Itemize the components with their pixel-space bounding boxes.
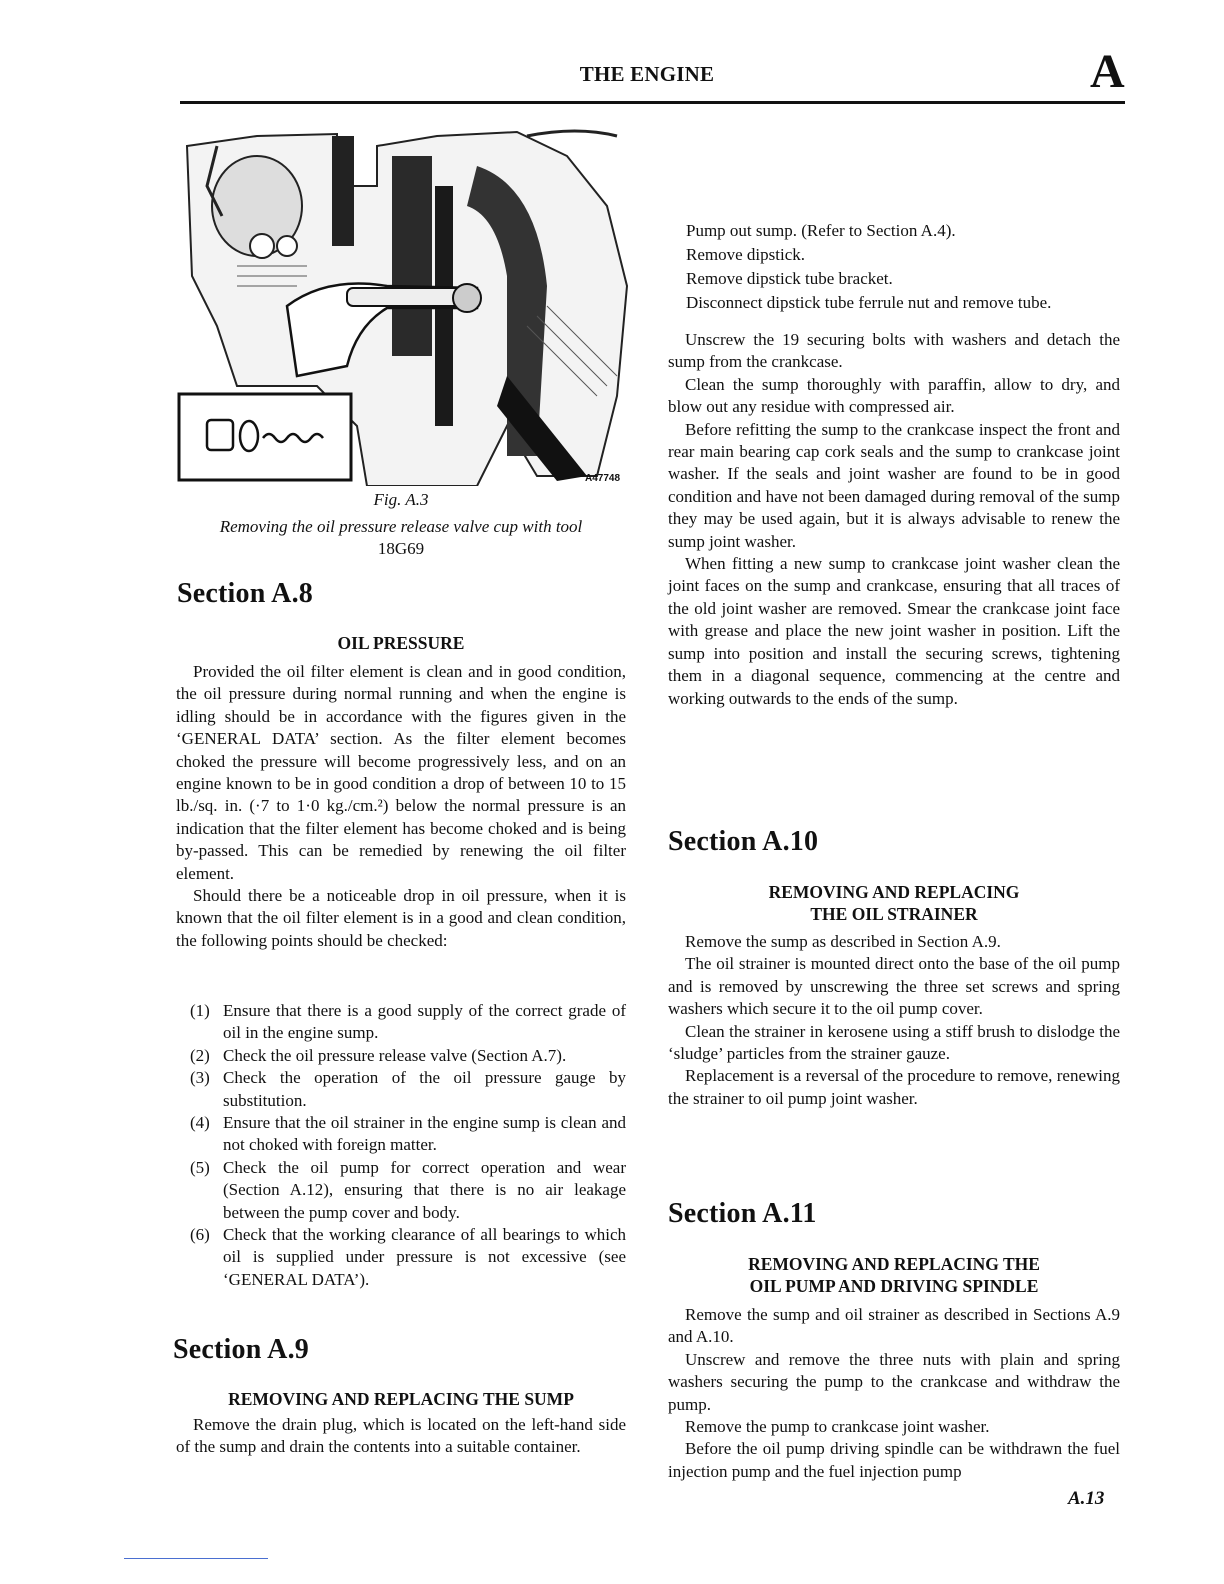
list-item-text: Check the oil pressure release valve (Section A.7). [223,1045,567,1065]
list-item-text: Check the operation of the oil pressure gauge by substitution. [223,1068,626,1110]
list-item-number: (4) [190,1113,210,1133]
list-item-text: Ensure that there is a good supply of the correct grade of oil in the engine sump. [223,1001,626,1043]
subheading-line: REMOVING AND REPLACING [768,882,1020,902]
list-item-number: (3) [190,1068,210,1088]
section-a11-paragraph: Unscrew and remove the three nuts with plain and spring washers securing the pump to the crankcase and withdraw the pump. [668,1349,1120,1414]
oil-pressure-checklist [190,1000,626,1291]
list-item [190,1067,626,1112]
page-number: A.13 [1068,1488,1105,1509]
section-a8-paragraph: Should there be a noticeable drop in oil pressure, when it is known that the oil filter element is in a good and clean condition, the following points should be checked: [176,886,626,950]
section-a10-subheading [668,881,1120,926]
section-a10-paragraph: Clean the strainer in kerosene using a stiff brush to dislodge the ‘sludge’ particles from the strainer gauze. [668,1021,1120,1064]
list-item-number: (2) [190,1045,210,1065]
figure-caption-text: Removing the oil pressure release valve cup with tool [219,517,583,536]
section-a10-heading: Section A.10 [668,826,819,857]
list-item-text: Check the oil pump for correct operation and wear (Section A.12), ensuring that there is no air leakage between the pump cover and body. [223,1157,626,1222]
list-item [190,1000,626,1045]
figure-tool-number: 18G69 [377,539,425,558]
step-line: Remove dipstick tube bracket. [686,269,893,288]
section-a8-heading: Section A.8 [177,578,313,609]
step-line: Remove dipstick. [686,245,805,264]
chapter-letter: A [1090,45,1125,98]
list-item-number: (5) [190,1157,210,1177]
list-item [190,1224,626,1291]
list-item [190,1045,626,1067]
list-item-text: Check that the working clearance of all bearings to which oil is supplied under pressure is not excessive (see ‘GENERAL DATA’). [223,1225,626,1289]
list-item [190,1112,626,1157]
header-rule [180,101,1125,104]
sump-paragraph: Before refitting the sump to the crankcase inspect the front and rear main bearing cap cork seals and the sump to crankcase joint washer. If the seals and joint washer are found to be in good condition and have not been damaged during removal of the sump they may be used again, but it is always advisable to renew the sump joint washer. [668,419,1120,551]
section-a11-subheading [668,1253,1120,1298]
subheading-line: THE OIL STRAINER [810,904,978,925]
section-a10-body [668,931,1120,1110]
sump-refit-body [668,329,1120,710]
section-a8-subheading: OIL PRESSURE [337,633,465,653]
subheading-line: REMOVING AND REPLACING THE [748,1254,1040,1274]
section-a9-heading: Section A.9 [173,1334,309,1365]
section-a9-paragraph: Remove the drain plug, which is located on the left-hand side of the sump and drain the contents into a suitable container. [176,1415,626,1457]
figure-caption-label: Fig. A.3 [373,490,429,509]
section-a10-paragraph: Replacement is a reversal of the procedure to remove, renewing the strainer to oil pump joint washer. [668,1066,1120,1108]
figure-code: A47748 [585,473,621,484]
section-a10-paragraph: Remove the sump as described in Section A.9. [685,932,1001,951]
list-item [190,1157,626,1224]
section-a9-subheading: REMOVING AND REPLACING THE SUMP [228,1389,574,1409]
section-a11-paragraph: Remove the pump to crankcase joint washer. [685,1417,990,1437]
sump-paragraph: When fitting a new sump to crankcase joint washer clean the joint faces on the sump and crankcase, ensuring that all traces of the old joint washer are removed. Smear the crankcase joint face with grease and place the new joint washer in position. Lift the sump into position and install the securing screws, tightening them in a diagonal sequence, commencing at the centre and working outwards to the ends of the sump. [668,554,1120,708]
sump-paragraph: Clean the sump thoroughly with paraffin, allow to dry, and blow out any residue with compressed air. [668,374,1120,417]
footer-rule [124,1558,268,1559]
step-line: Pump out sump. (Refer to Section A.4). [686,221,956,240]
step-line: Disconnect dipstick tube ferrule nut and remove tube. [686,293,1052,312]
section-a11-paragraph: Remove the sump and oil strainer as described in Sections A.9 and A.10. [668,1305,1120,1347]
figure-illustration [177,126,629,486]
sump-paragraph: Unscrew the 19 securing bolts with washers and detach the sump from the crankcase. [668,330,1120,372]
subheading-line: OIL PUMP AND DRIVING SPINDLE [749,1276,1039,1297]
section-a11-paragraph: Before the oil pump driving spindle can be withdrawn the fuel injection pump and the fuel injection pump [668,1439,1120,1481]
section-a8-paragraph: Provided the oil filter element is clean and in good condition, the oil pressure during normal running and when the engine is idling should be in accordance with the figures given in the ‘GENERAL DATA’ section. As the filter element becomes choked the pressure will become progressively less, and on an engine known to be in good condition a drop of between 10 to 15 lb./sq. in. (·7 to 1·0 kg./cm.²) below the normal pressure is an indication that the filter element has become choked and is being by-passed. This can be remedied by renewing the oil filter element. [176,662,626,883]
page-header-title: THE ENGINE [579,62,715,86]
engine-illustration [177,126,629,486]
list-item-number: (6) [190,1225,210,1245]
sump-removal-steps [686,219,1126,315]
section-a11-body [668,1304,1120,1483]
list-item-number: (1) [190,1001,210,1020]
section-a8-body [176,661,626,952]
section-a9-body [176,1414,626,1459]
section-a10-paragraph: The oil strainer is mounted direct onto the base of the oil pump and is removed by unscrewing the three set screws and spring washers which secure it to the oil pump cover. [668,954,1120,1019]
section-a11-heading: Section A.11 [668,1198,817,1229]
list-item-text: Ensure that the oil strainer in the engine sump is clean and not choked with foreign matter. [223,1113,626,1155]
